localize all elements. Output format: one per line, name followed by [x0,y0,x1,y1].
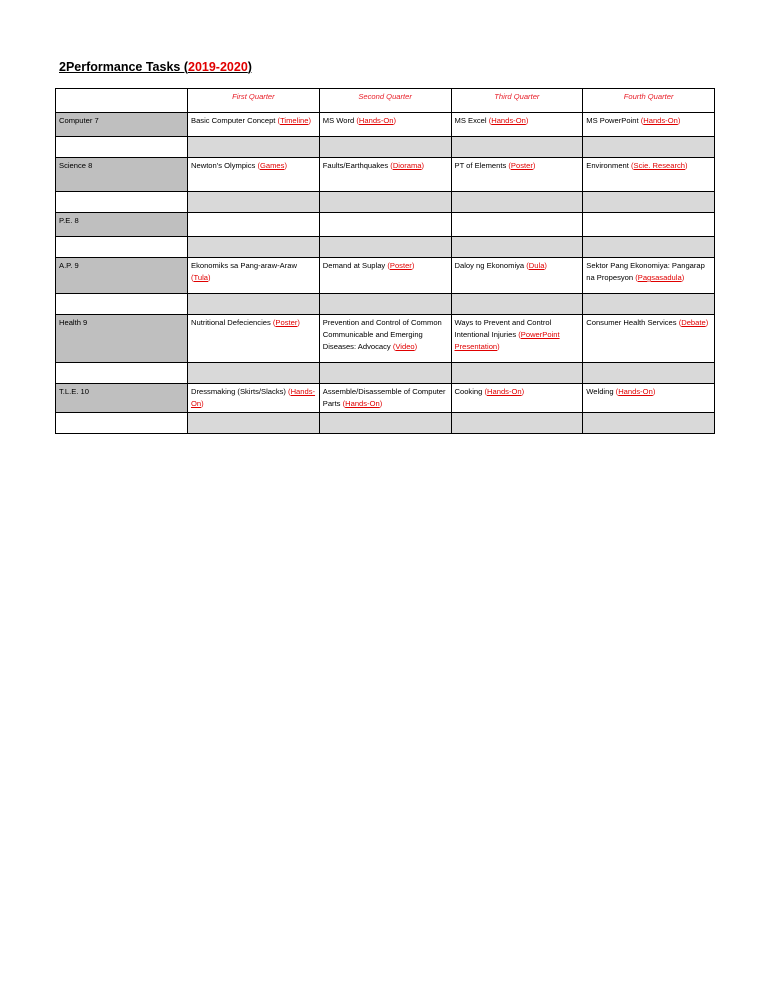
spacer-cell [451,413,583,434]
task-text: Demand at Suplay [322,261,388,270]
spacer-cell [188,363,320,384]
task-text: Nutritional Defeciencies [191,318,273,327]
task-text: Cooking [454,387,485,396]
task-type-tag: (Dula) [526,261,547,270]
task-type-tag: (Hands-On) [488,116,529,125]
header-corner-cell [56,89,188,113]
task-cell [583,113,715,137]
task-type-label: Hands-On [491,116,526,125]
task-cell [188,158,320,192]
spacer-cell [319,413,451,434]
task-text: MS PowerPoint [586,116,641,125]
task-cell [583,315,715,363]
title-year: 2019-2020 [188,60,248,74]
task-text: Newton's Olympics [191,161,258,170]
task-cell [319,384,451,413]
task-type-label: Hands-On [618,387,653,396]
header-second-quarter: Second Quarter [319,89,451,113]
task-text: Ekonomiks sa Pang-araw-Araw [191,261,297,270]
task-cell [319,315,451,363]
task-type-tag: (Hands-On) [356,116,397,125]
spacer-cell [188,192,320,213]
spacer-cell [583,192,715,213]
task-type-tag: (Poster) [272,318,300,327]
spacer-cell [188,237,320,258]
spacer-cell [451,363,583,384]
task-type-label: Timeline [280,116,309,125]
task-type-tag: (Hands-On) [615,387,656,396]
task-cell [188,315,320,363]
spacer-row [56,237,715,258]
spacer-cell [56,237,188,258]
header-row [56,89,715,113]
subject-row [56,113,715,137]
subject-name: P.E. 8 [56,213,188,237]
spacer-cell [188,294,320,315]
task-cell [188,258,320,294]
task-type-tag: (Games) [257,161,287,170]
task-type-label: Hands-On [345,399,380,408]
task-type-tag: (Timeline) [277,116,312,125]
spacer-cell [56,413,188,434]
task-type-label: Poster [275,318,298,327]
spacer-cell [319,192,451,213]
task-type-label: Pagsasadula [637,273,682,282]
spacer-cell [319,294,451,315]
task-type-label: Hands-On [643,116,678,125]
task-text: Consumer Health Services [586,318,679,327]
header-third-quarter: Third Quarter [451,89,583,113]
task-type-tag: (Hands-On) [484,387,525,396]
spacer-cell [583,294,715,315]
task-cell [451,384,583,413]
task-type-tag: (Hands-On) [191,387,316,408]
task-type-tag: (Scie. Research) [631,161,688,170]
task-text: PT of Elements [454,161,509,170]
task-type-label: Hands-On [191,387,316,408]
subject-name: A.P. 9 [56,258,188,294]
spacer-cell [319,237,451,258]
subject-row [56,315,715,363]
spacer-cell [583,137,715,158]
task-cell [319,258,451,294]
task-type-tag: (Hands-On) [342,399,383,408]
table-body [56,113,715,434]
task-type-label: Video [395,342,415,351]
spacer-cell [56,192,188,213]
task-cell [451,158,583,192]
spacer-cell [451,192,583,213]
spacer-cell [583,363,715,384]
task-type-label: Poster [510,161,533,170]
task-type-tag: (Video) [392,342,418,351]
task-text: Dressmaking (Skirts/Slacks) [191,387,289,396]
task-type-tag: (Poster) [387,261,415,270]
spacer-cell [583,413,715,434]
task-text: Welding [586,387,616,396]
task-type-label: Games [259,161,285,170]
task-text: MS Word [322,116,357,125]
task-type-tag: (Poster) [508,161,536,170]
task-type-label: Poster [389,261,412,270]
task-cell [451,113,583,137]
spacer-cell [451,237,583,258]
spacer-cell [451,294,583,315]
task-cell [319,213,451,237]
spacer-cell [319,363,451,384]
task-type-tag: (Diorama) [390,161,425,170]
subject-name: T.L.E. 10 [56,384,188,413]
spacer-row [56,294,715,315]
spacer-row [56,363,715,384]
header-fourth-quarter: Fourth Quarter [583,89,715,113]
spacer-cell [188,137,320,158]
task-cell [583,158,715,192]
spacer-cell [188,413,320,434]
task-type-tag: (Debate) [678,318,709,327]
spacer-cell [56,363,188,384]
subject-name: Health 9 [56,315,188,363]
task-cell [451,315,583,363]
subject-row [56,384,715,413]
task-type-label: Hands-On [487,387,522,396]
spacer-cell [56,294,188,315]
task-text: Assemble/Disassemble of Computer Parts [322,387,446,408]
task-type-label: PowerPoint Presentation [454,330,560,351]
task-type-tag: (Pagsasadula) [635,273,685,282]
subject-row [56,213,715,237]
task-type-label: Debate [681,318,706,327]
task-text: Faults/Earthquakes [322,161,391,170]
task-cell [188,213,320,237]
task-cell [583,213,715,237]
spacer-row [56,413,715,434]
performance-tasks-table [55,88,715,434]
spacer-cell [56,137,188,158]
task-type-tag: (Tula) [191,273,211,282]
task-type-label: Hands-On [358,116,394,125]
task-cell [188,113,320,137]
header-first-quarter: First Quarter [188,89,320,113]
task-cell [319,158,451,192]
task-cell [319,113,451,137]
document-title [59,60,252,74]
task-text: Sektor Pang Ekonomiya: Pangarap na Propesyon [586,261,705,282]
subject-name: Computer 7 [56,113,188,137]
task-text: Daloy ng Ekonomiya [454,261,527,270]
task-text: Basic Computer Concept [191,116,278,125]
task-cell [583,258,715,294]
title-suffix: ) [247,60,252,74]
spacer-cell [451,137,583,158]
task-cell [451,258,583,294]
spacer-cell [319,137,451,158]
task-cell [583,384,715,413]
task-text: Ways to Prevent and Control Intentional Injuries [454,318,552,339]
spacer-row [56,137,715,158]
task-text: MS Excel [454,116,489,125]
spacer-cell [583,237,715,258]
task-cell [451,213,583,237]
task-type-tag: (Hands-On) [640,116,681,125]
task-type-label: Dula [528,261,545,270]
task-type-tag: (PowerPoint Presentation) [454,330,560,351]
spacer-row [56,192,715,213]
task-cell [188,384,320,413]
subject-name: Science 8 [56,158,188,192]
task-text: Environment [586,161,631,170]
task-type-label: Scie. Research [633,161,686,170]
title-prefix: 2Performance Tasks ( [59,60,188,74]
subject-row [56,258,715,294]
task-text: Prevention and Control of Common Communicable and Emerging Diseases: Advocacy [322,318,442,351]
task-type-label: Diorama [392,161,422,170]
task-type-label: Tula [193,273,209,282]
subject-row [56,158,715,192]
